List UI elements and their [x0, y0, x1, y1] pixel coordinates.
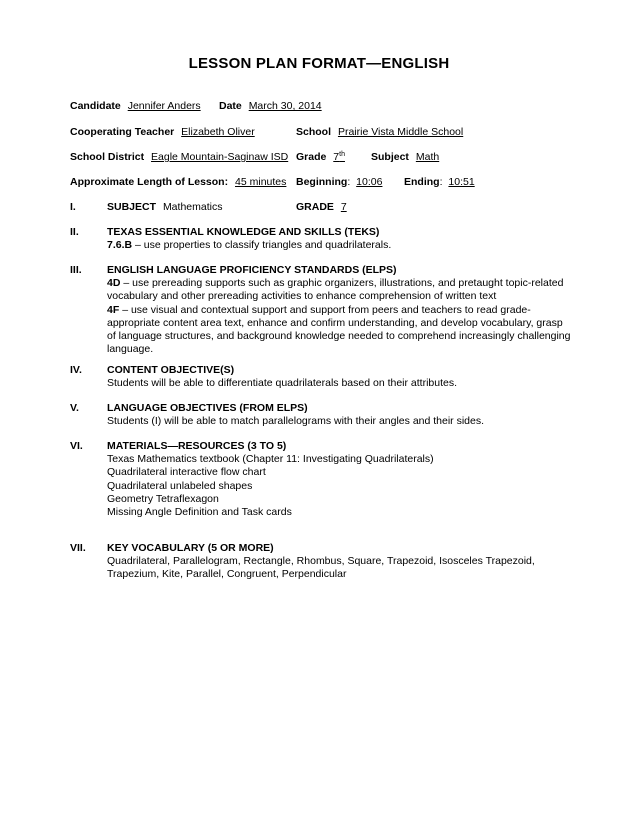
subject-label: Subject: [371, 151, 409, 163]
ending-value: 10:51: [448, 176, 475, 188]
section-number: IV.: [70, 364, 82, 376]
school-district-row: [70, 151, 288, 163]
grade-label: Grade: [296, 151, 327, 163]
subject-section-label: SUBJECT: [107, 201, 157, 213]
key-vocabulary-text: Quadrilateral, Parallelogram, Rectangle, Rhombus, Square, Trapezoid, Isosceles Trapezoid, Trapezium, Kite, Parallel, Congruent, Perpendicular: [107, 555, 535, 581]
candidate-row: [70, 100, 201, 112]
length-value: 45 minutes: [235, 176, 287, 188]
content-objective-heading: CONTENT OBJECTIVE(S): [107, 364, 235, 376]
grade-value: 7th: [333, 151, 345, 163]
grade-section-value: 7: [340, 201, 347, 213]
date-value: March 30, 2014: [248, 100, 322, 112]
school-district-label: School District: [70, 151, 145, 163]
elps-heading: ENGLISH LANGUAGE PROFICIENCY STANDARDS (ELPS): [107, 264, 397, 276]
section-number: III.: [70, 264, 82, 276]
section-number: V.: [70, 402, 79, 414]
school-row: [296, 126, 463, 138]
content-objective-text: Students will be able to differentiate quadrilaterals based on their attributes.: [107, 377, 458, 390]
elps-text-4f: – use visual and contextual support and support from peers and teachers to read grade-appropriate content area text, enhance and confirm understanding, and develop vocabulary, grasp of language structures, and background knowledge needed to comprehend increasingly challenging language.: [107, 303, 571, 356]
materials-item: Geometry Tetraflexagon: [107, 492, 219, 505]
materials-item: Quadrilateral unlabeled shapes: [107, 479, 253, 492]
teks-code: 7.6.B: [107, 239, 133, 252]
grade-row: [296, 151, 345, 163]
subject-row: [371, 151, 439, 163]
subject-section-value: Mathematics: [162, 201, 223, 213]
school-label: School: [296, 126, 332, 138]
section-number: II.: [70, 226, 79, 238]
section-number: I.: [70, 201, 76, 213]
cooperating-teacher-label: Cooperating Teacher: [70, 126, 175, 138]
teks-text: – use properties to classify triangles and quadrilaterals.: [135, 239, 392, 252]
elps-code-4f: 4F: [107, 303, 120, 316]
length-label: Approximate Length of Lesson:: [70, 176, 229, 188]
grade-section-label: GRADE: [296, 201, 334, 213]
grade-superscript: th: [339, 151, 345, 158]
candidate-value: Jennifer Anders: [127, 100, 201, 112]
ending-row: Ending: 10:51: [404, 176, 475, 188]
page-title: LESSON PLAN FORMAT—ENGLISH: [188, 55, 450, 72]
elps-text-4d: – use prereading supports such as graphic organizers, illustrations, and pretaught topic-related vocabulary and other prereading activities to enhance comprehension of written text: [107, 277, 564, 303]
elps-code-4d: 4D: [107, 277, 121, 290]
beginning-label: Beginning: [296, 176, 348, 188]
beginning-value: 10:06: [356, 176, 383, 188]
section-number: VII.: [70, 542, 86, 554]
school-value: Prairie Vista Middle School: [337, 126, 464, 138]
date-row: [219, 100, 322, 112]
ending-label: Ending: [404, 176, 440, 188]
materials-heading: MATERIALS—RESOURCES (3 TO 5): [107, 440, 287, 452]
key-vocabulary-heading: KEY VOCABULARY (5 OR MORE): [107, 542, 274, 554]
beginning-row: Beginning: 10:06: [296, 176, 383, 188]
materials-item: Quadrilateral interactive flow chart: [107, 466, 266, 479]
school-district-value: Eagle Mountain-Saginaw ISD: [151, 151, 289, 163]
materials-item: Texas Mathematics textbook (Chapter 11: Investigating Quadrilaterals): [107, 453, 434, 466]
cooperating-teacher-value: Elizabeth Oliver: [181, 126, 255, 138]
date-label: Date: [219, 100, 242, 112]
length-row: [70, 176, 286, 188]
section-number: VI.: [70, 440, 83, 452]
teks-heading: TEXAS ESSENTIAL KNOWLEDGE AND SKILLS (TEKS): [107, 226, 380, 238]
language-objectives-text: Students (I) will be able to match parallelograms with their angles and their sides.: [107, 415, 485, 428]
cooperating-teacher-row: [70, 126, 255, 138]
candidate-label: Candidate: [70, 100, 121, 112]
language-objectives-heading: LANGUAGE OBJECTIVES (FROM ELPS): [107, 402, 308, 414]
materials-item: Missing Angle Definition and Task cards: [107, 506, 292, 519]
subject-value: Math: [415, 151, 440, 163]
